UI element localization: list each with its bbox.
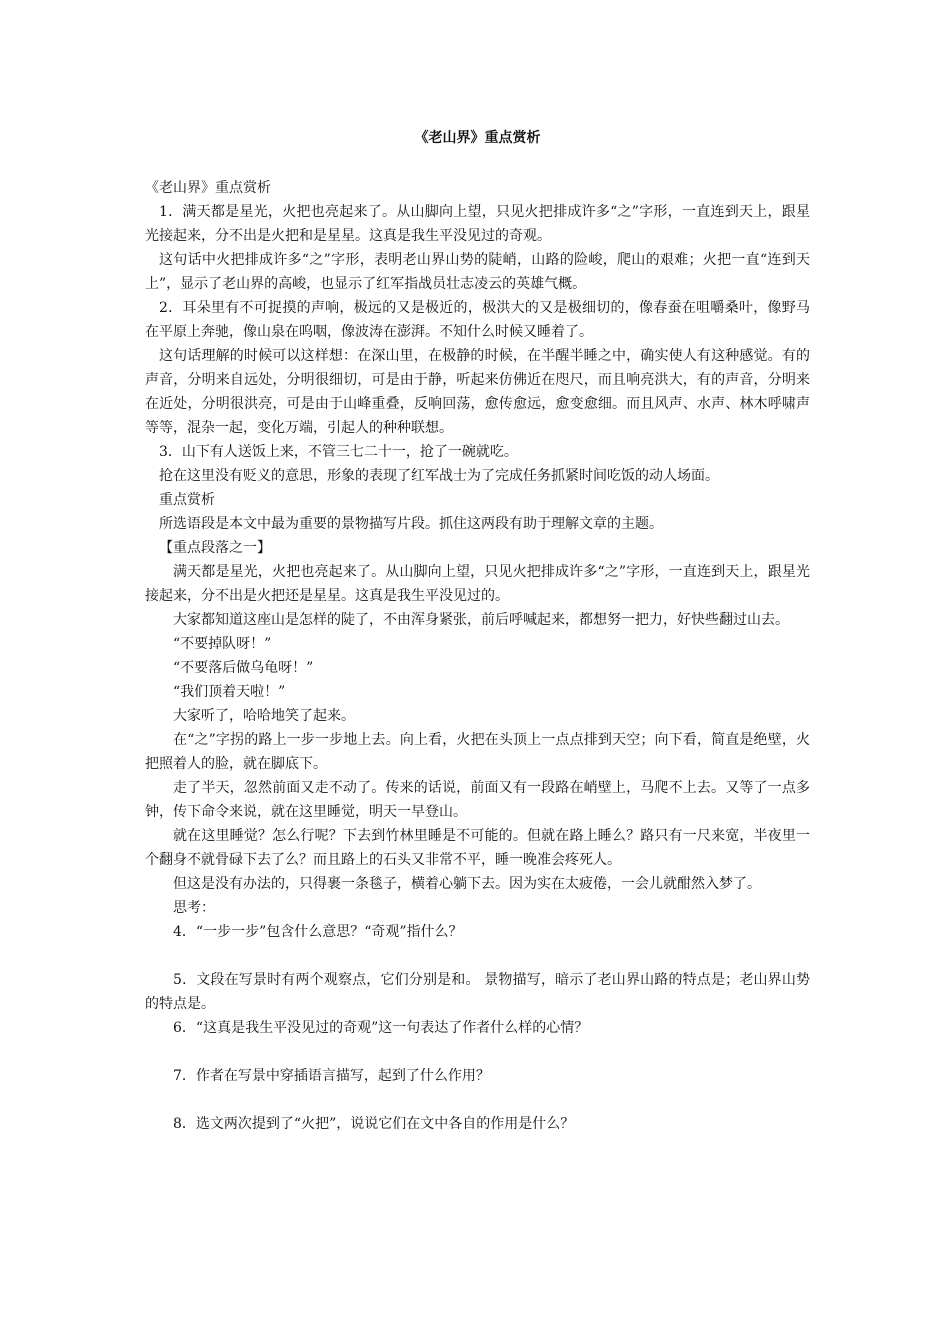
excerpt-paragraph: 在“之”字拐的路上一步一步地上去。向上看，火把在头顶上一点点排到天空；向下看，简直是绝壁，火把照着人的脸，就在脚底下。 [145, 732, 810, 772]
excerpt-paragraph: 大家都知道这座山是怎样的陡了，不由浑身紧张，前后呼喊起来，都想努一把力，好快些翻过山去。 [173, 612, 789, 628]
question-7: 7．作者在写景中穿插语言描写，起到了什么作用？ [173, 1068, 490, 1084]
question-5: 5．文段在写景时有两个观察点，它们分别是和。 景物描写，暗示了老山界山路的特点是；老山界山势的特点是。 [145, 972, 810, 1012]
quote-paragraph-1: 1．满天都是星光，火把也亮起来了。从山脚向上望，只见火把排成许多“之”字形，一直连到天上，跟星光接起来，分不出是火把和是星星。这真是我生平没见过的奇观。 [145, 204, 810, 244]
excerpt-paragraph: 大家听了，哈哈地笑了起来。 [173, 708, 355, 724]
analysis-paragraph-3: 抢在这里没有贬义的意思，形象的表现了红军战士为了完成任务抓紧时间吃饭的动人场面。 [159, 468, 719, 484]
document-title: 《老山界》重点赏析 [414, 130, 541, 146]
key-section-label: 【重点段落之一】 [159, 540, 271, 556]
document-page [145, 0, 810, 1344]
subheading-key-analysis: 重点赏析 [159, 492, 215, 508]
excerpt-dialogue: “我们顶着天啦！” [173, 684, 286, 700]
question-8: 8．选文两次提到了“火把”，说说它们在文中各自的作用是什么？ [173, 1116, 575, 1132]
analysis-paragraph-1: 这句话中火把排成许多“之”字形，表明老山界山势的陡峭，山路的险峻，爬山的艰难；火把一直“连到天上”，显示了老山界的高峻，也显示了红军指战员壮志凌云的英雄气概。 [145, 252, 810, 292]
question-6: 6．“这真是我生平没见过的奇观”这一句表达了作者什么样的心情？ [173, 1020, 589, 1036]
quote-paragraph-2: 2．耳朵里有不可捉摸的声响，极远的又是极近的，极洪大的又是极细切的，像春蚕在咀嚼桑叶，像野马在平原上奔驰，像山泉在呜咽，像波涛在澎湃。不知什么时候又睡着了。 [145, 300, 810, 340]
section-heading: 《老山界》重点赏析 [145, 180, 271, 196]
excerpt-paragraph: 满天都是星光，火把也亮起来了。从山脚向上望，只见火把排成许多“之”字形，一直连到天上，跟星光接起来，分不出是火把还是星星。这真是我生平没见过的。 [145, 564, 810, 604]
questions-label: 思考： [173, 900, 215, 916]
document-body [145, 176, 810, 1136]
excerpt-dialogue: “不要掉队呀！” [173, 636, 272, 652]
excerpt-paragraph: 就在这里睡觉？怎么行呢？下去到竹林里睡是不可能的。但就在路上睡么？路只有一尺来宽，半夜里一个翻身不就骨碌下去了么？而且路上的石头又非常不平，睡一晚准会疼死人。 [145, 828, 810, 868]
question-4: 4．“一步一步”包含什么意思？“奇观”指什么？ [173, 924, 463, 940]
excerpt-dialogue: “不要落后做乌龟呀！” [173, 660, 314, 676]
analysis-paragraph-2: 这句话理解的时候可以这样想：在深山里，在极静的时候，在半醒半睡之中，确实使人有这种感觉。有的声音，分明来自远处，分明很细切，可是由于静，听起来仿佛近在咫尺，而且响亮洪大，有的声音，分明来在近处，分明很洪亮，可是由于山峰重叠，反响回荡，愈传愈远，愈变愈细。而且风声、水声、林木呼啸声等等，混杂一起，变化万端，引起人的种种联想。 [145, 348, 810, 436]
quote-paragraph-3: 3．山下有人送饭上来，不管三七二十一，抢了一碗就吃。 [159, 444, 518, 460]
excerpt-paragraph: 但这是没有办法的，只得裹一条毯子，横着心躺下去。因为实在太疲倦，一会儿就酣然入梦了。 [173, 876, 761, 892]
intro-paragraph: 所选语段是本文中最为重要的景物描写片段。抓住这两段有助于理解文章的主题。 [159, 516, 663, 532]
excerpt-paragraph: 走了半天，忽然前面又走不动了。传来的话说，前面又有一段路在峭壁上，马爬不上去。又等了一点多钟，传下命令来说，就在这里睡觉，明天一早登山。 [145, 780, 810, 820]
